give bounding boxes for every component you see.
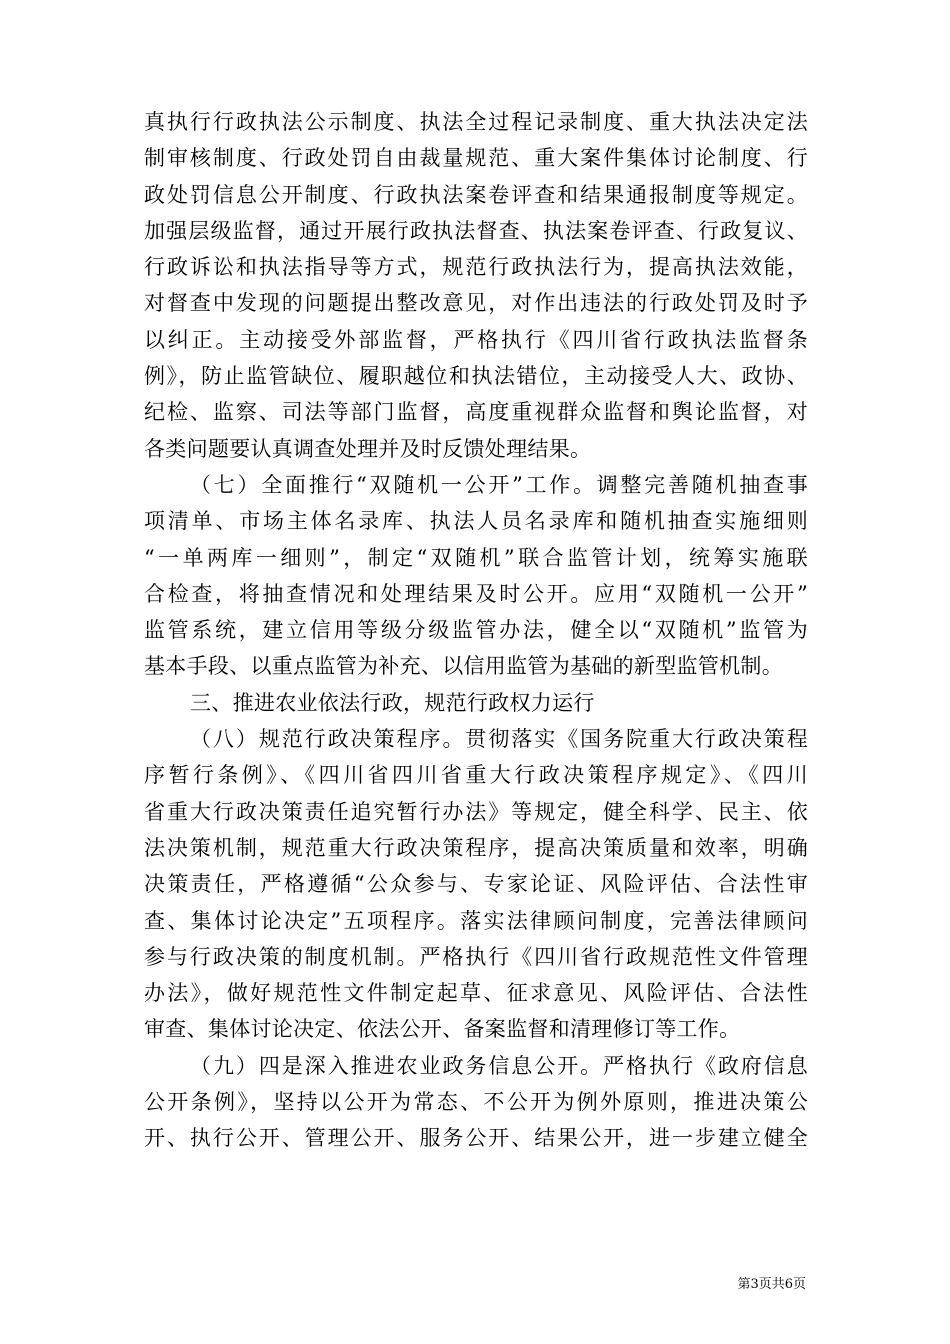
text-line: 法决策机制，规范重大行政决策程序，提高决策质量和效率，明确 — [144, 835, 808, 860]
text-line: 决策责任，严格遵循“公众参与、专家论证、风险评估、合法性审 — [144, 872, 808, 897]
text-line: （八）规范行政决策程序。贯彻落实《国务院重大行政决策程 — [190, 727, 808, 752]
text-line: 制审核制度、行政处罚自由裁量规范、重大案件集体讨论制度、行 — [144, 146, 808, 171]
text-line: （九）四是深入推进农业政务信息公开。严格执行《政府信息 — [190, 1053, 808, 1078]
text-line: 办法》，做好规范性文件制定起草、征求意见、风险评估、合法性 — [144, 981, 808, 1006]
text-line: 监管系统，建立信用等级分级监管办法，健全以“双随机”监管为 — [144, 618, 808, 643]
text-line: 三、推进农业依法行政，规范行政权力运行 — [190, 690, 595, 715]
text-line: 行政诉讼和执法指导等方式，规范行政执法行为，提高执法效能， — [144, 255, 808, 280]
page-number: 第3页共6页 — [737, 1277, 806, 1292]
text-line: 政处罚信息公开制度、行政执法案卷评查和结果通报制度等规定。 — [144, 182, 808, 207]
text-line: 合检查，将抽查情况和处理结果及时公开。应用“双随机一公开” — [144, 581, 808, 606]
text-line: 纪检、监察、司法等部门监督，高度重视群众监督和舆论监督，对 — [144, 400, 808, 425]
text-line: 基本手段、以重点监管为补充、以信用监管为基础的新型监管机制。 — [144, 654, 783, 679]
text-line: 以纠正。主动接受外部监督，严格执行《四川省行政执法监督条 — [144, 327, 808, 352]
text-line: 真执行行政执法公示制度、执法全过程记录制度、重大执法决定法 — [144, 110, 808, 134]
text-line: 审查、集体讨论决定、依法公开、备案监督和清理修订等工作。 — [144, 1017, 741, 1042]
text-line: 序暂行条例》、《四川省四川省重大行政决策程序规定》、《四川 — [144, 763, 808, 788]
body-text — [144, 104, 808, 1157]
text-line: 对督查中发现的问题提出整改意见，对作出违法的行政处罚及时予 — [144, 291, 808, 316]
text-line: 各类问题要认真调查处理并及时反馈处理结果。 — [144, 436, 592, 461]
text-line: 开、执行公开、管理公开、服务公开、结果公开，进一步建立健全 — [144, 1126, 808, 1151]
text-line: 省重大行政决策责任追究暂行办法》等规定，健全科学、民主、依 — [144, 799, 808, 824]
text-line: 例》，防止监管缺位、履职越位和执法错位，主动接受人大、政协、 — [144, 364, 808, 389]
text-line: 加强层级监督，通过开展行政执法督查、执法案卷评查、行政复议、 — [144, 218, 808, 243]
text-line: （七）全面推行“双随机一公开”工作。调整完善随机抽查事 — [190, 472, 808, 497]
text-line: 公开条例》，坚持以公开为常态、不公开为例外原则，推进决策公 — [144, 1090, 808, 1115]
text-line: “一单两库一细则”，制定“双随机”联合监管计划，统筹实施联 — [144, 545, 808, 570]
text-line: 项清单、市场主体名录库、执法人员名录库和随机抽查实施细则 — [144, 509, 808, 534]
text-line: 参与行政决策的制度机制。严格执行《四川省行政规范性文件管理 — [144, 944, 808, 969]
text-line: 查、集体讨论决定”五项程序。落实法律顾问制度，完善法律顾问 — [144, 908, 808, 933]
